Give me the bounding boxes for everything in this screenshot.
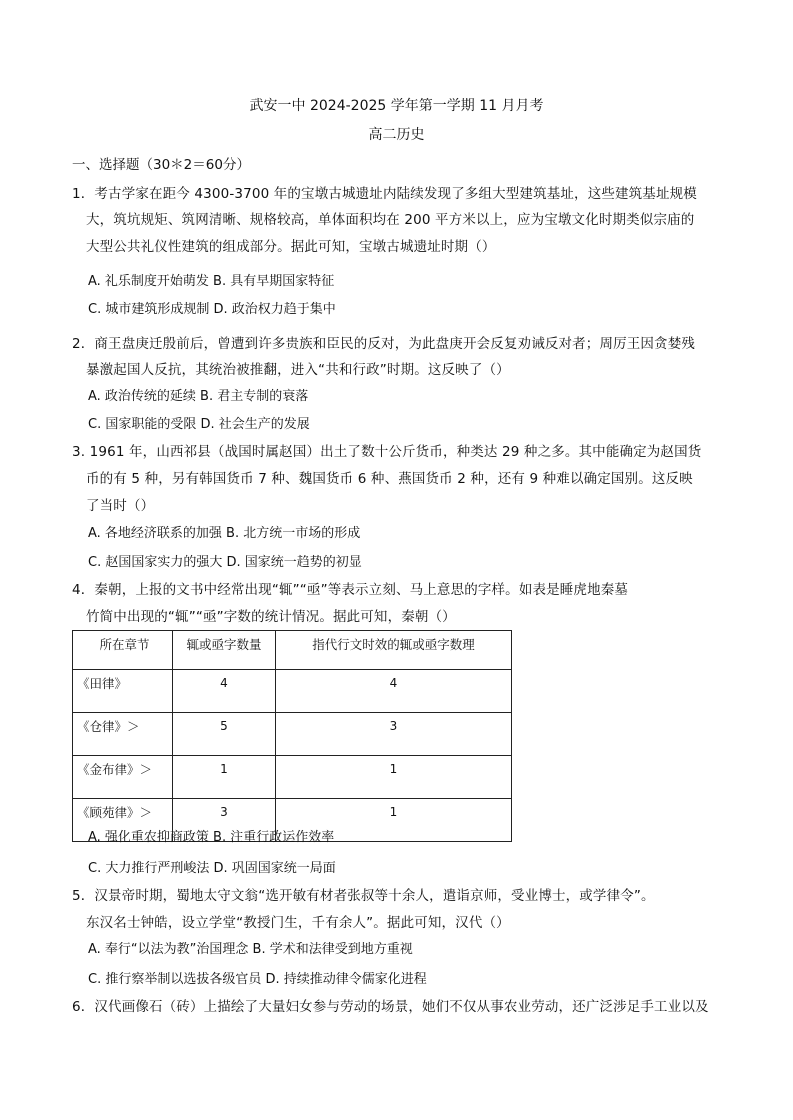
table-cell: 1 bbox=[276, 799, 512, 842]
q3-line-3: 了当时（） bbox=[86, 498, 155, 514]
q2-line-2: 暴激起国人反抗，其统治被推翻，进入“共和行政”时期。这反映了（） bbox=[86, 362, 510, 378]
q1-line-2: 大，筑坑规矩、筑网清晰、规格较高，单体面积均在 200 平方米以上，应为宝墩文化时期类似宗庙的 bbox=[86, 212, 695, 228]
q5-options-2: C. 推行察举制以选拔各级官员 D. 持续推动律令儒家化进程 bbox=[88, 972, 427, 987]
table-row bbox=[73, 670, 512, 713]
q1-options-1: A. 礼乐制度开始萌发 B. 具有早期国家特征 bbox=[88, 274, 335, 289]
table-cell: 4 bbox=[173, 670, 276, 713]
table-cell: 3 bbox=[173, 799, 276, 842]
table-cell: 《顾苑律》＞ bbox=[73, 799, 173, 842]
table-cell: 《金布律》＞ bbox=[73, 756, 173, 799]
q2-line-1: 2．商王盘庚迁殷前后，曾遭到许多贵族和臣民的反对，为此盘庚开会反复劝诫反对者；周厉王因贪婪残 bbox=[72, 336, 695, 352]
q5-line-1: 5．汉景帝时期，蜀地太守文翁“选开敏有材者张叔等十余人，遣诣京师，受业博士，或学律令”。 bbox=[72, 888, 655, 904]
table-cell: 3 bbox=[276, 713, 512, 756]
table-cell: 1 bbox=[276, 756, 512, 799]
q3-line-2: 币的有 5 种，另有韩国货币 7 种、魏国货币 6 种、燕国货币 2 种，还有 9 种难以确定国别。这反映 bbox=[86, 471, 693, 487]
table-row bbox=[73, 756, 512, 799]
q2-options-1: A. 政治传统的延续 B. 君主专制的衰落 bbox=[88, 389, 309, 404]
q4-options-2: C. 大力推行严刑峻法 D. 巩固国家统一局面 bbox=[88, 861, 336, 876]
exam-title: 武安一中 2024-2025 学年第一学期 11 月月考 bbox=[249, 98, 544, 114]
q3-options-2: C. 赵国国家实力的强大 D. 国家统一趋势的初显 bbox=[88, 555, 362, 570]
q1-line-1: 1．考古学家在距今 4300-3700 年的宝墩古城遗址内陆续发现了多组大型建筑基址，这些建筑基址规模 bbox=[72, 186, 697, 202]
q4-options-1: A. 强化重农抑商政策 B. 注重行政运作效率 bbox=[88, 830, 335, 845]
q5-options-1: A. 奉行“以法为教”治国理念 B. 学术和法律受到地方重视 bbox=[88, 942, 413, 957]
q2-options-2: C. 国家职能的受限 D. 社会生产的发展 bbox=[88, 417, 310, 432]
table-cell: 《田律》 bbox=[73, 670, 173, 713]
q4-line-2: 竹简中出现的“辄”“亟”字数的统计情况。据此可知，秦朝（） bbox=[86, 609, 456, 625]
table-cell: 4 bbox=[276, 670, 512, 713]
table-cell: 5 bbox=[173, 713, 276, 756]
section-heading: 一、选择题（30＊2＝60分） bbox=[72, 157, 250, 173]
table-header-cell: 辄或亟字数量 bbox=[173, 631, 276, 670]
exam-subtitle: 高二历史 bbox=[368, 127, 425, 143]
table-cell: 《仓律》＞ bbox=[73, 713, 173, 756]
q1-line-3: 大型公共礼仪性建筑的组成部分。据此可知，宝墩古城遗址时期（） bbox=[86, 239, 496, 255]
table-cell: 1 bbox=[173, 756, 276, 799]
table-row bbox=[73, 713, 512, 756]
q3-options-1: A. 各地经济联系的加强 B. 北方统一市场的形成 bbox=[88, 526, 361, 541]
q3-line-1: 3. 1961 年，山西祁县（战国时属赵国）出土了数十公斤货币，种类达 29 种之多。其中能确定为赵国货 bbox=[72, 444, 702, 460]
q1-options-2: C. 城市建筑形成规制 D. 政治权力趋于集中 bbox=[88, 302, 336, 317]
q6-line-1: 6．汉代画像石（砖）上描绘了大量妇女参与劳动的场景，她们不仅从事农业劳动，还广泛涉足手工业以及 bbox=[72, 999, 709, 1015]
table-header-cell: 指代行文时效的辄或亟字数理 bbox=[276, 631, 512, 670]
table-header-cell: 所在章节 bbox=[73, 631, 173, 670]
q4-line-1: 4．秦朝，上报的文书中经常出现“辄”“亟”等表示立刻、马上意思的字样。如表是睡虎地秦墓 bbox=[72, 582, 629, 598]
table-header-row bbox=[73, 631, 512, 670]
stats-table bbox=[72, 630, 512, 842]
q5-line-2: 东汉名士钟皓，设立学堂“教授门生，千有余人”。据此可知，汉代（） bbox=[86, 915, 510, 931]
